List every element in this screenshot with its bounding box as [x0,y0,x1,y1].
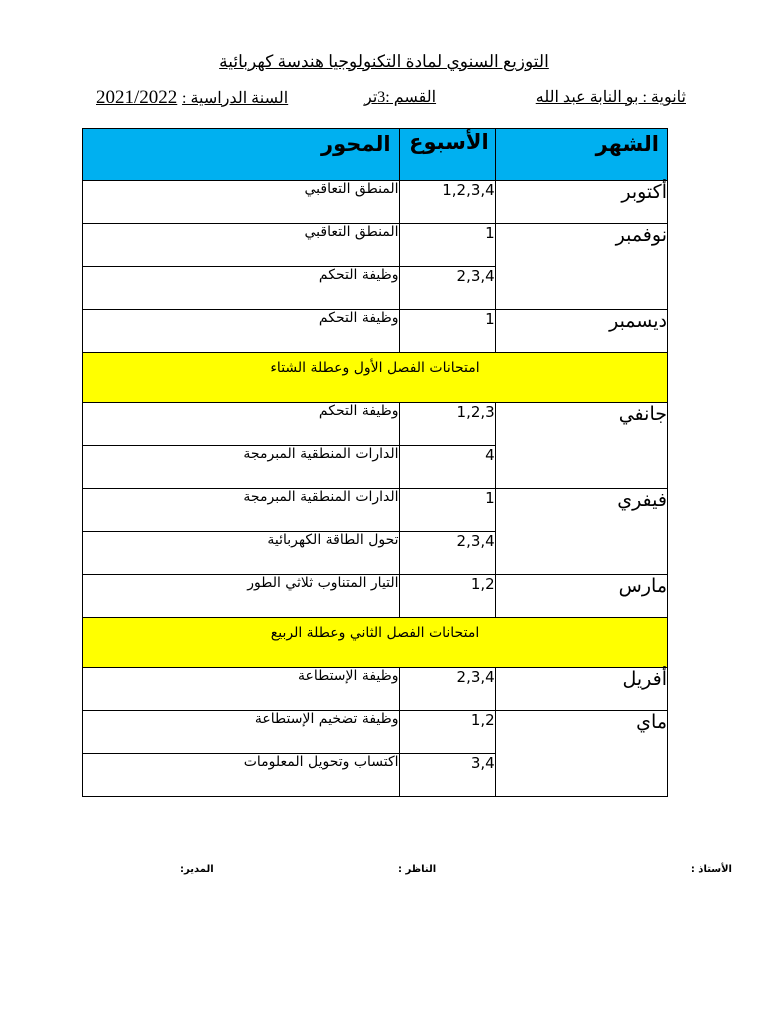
proctor-signature-label: الناظر : [398,864,437,875]
table-row [83,575,668,618]
month-cell: أفريل [495,668,667,711]
table-row [83,489,668,532]
week-cell: 3,4 [399,754,495,797]
week-cell: 2,3,4 [399,267,495,310]
exam-break-row [83,353,668,403]
week-cell: 1,2 [399,575,495,618]
table-row [83,711,668,754]
table-row [83,181,668,224]
topic-cell: المنطق التعاقبي [83,181,400,224]
header-month: الشهر [495,129,667,181]
month-cell: ماي [495,711,667,797]
topic-cell: الدارات المنطقية المبرمجة [83,446,400,489]
topic-cell: وظيفة التحكم [83,267,400,310]
topic-cell: اكتساب وتحويل المعلومات [83,754,400,797]
week-cell: 1,2,3,4 [399,181,495,224]
week-cell: 2,3,4 [399,668,495,711]
annual-plan-table [82,128,668,797]
table-row [83,403,668,446]
topic-cell: الدارات المنطقية المبرمجة [83,489,400,532]
month-cell: ديسمبر [495,310,667,353]
month-cell: أكتوبر [495,181,667,224]
month-cell: جانفي [495,403,667,489]
month-cell: مارس [495,575,667,618]
exam-break-row [83,618,668,668]
week-cell: 1,2 [399,711,495,754]
week-cell: 1 [399,224,495,267]
month-cell: فيفري [495,489,667,575]
topic-cell: التيار المتناوب ثلاثي الطور [83,575,400,618]
table-row [83,224,668,267]
document-title: التوزيع السنوي لمادة التكنولوجيا هندسة كهربائية [219,52,549,71]
topic-cell: وظيفة التحكم [83,310,400,353]
topic-cell: وظيفة الإستطاعة [83,668,400,711]
week-cell: 1,2,3 [399,403,495,446]
table-row [83,310,668,353]
month-cell: نوفمبر [495,224,667,310]
week-cell: 1 [399,310,495,353]
week-cell: 4 [399,446,495,489]
school-year: السنة الدراسية : 2021/2022 [96,87,289,108]
table-row [83,668,668,711]
exam-break-label: امتحانات الفصل الثاني وعطلة الربيع [83,618,668,668]
week-cell: 2,3,4 [399,532,495,575]
topic-cell: تحول الطاقة الكهربائية [83,532,400,575]
class-section: القسم :3تر [364,89,437,106]
topic-cell: وظيفة تضخيم الإستطاعة [83,711,400,754]
topic-cell: المنطق التعاقبي [83,224,400,267]
exam-break-label: امتحانات الفصل الأول وعطلة الشتاء [83,353,668,403]
director-signature-label: المدير: [180,864,214,875]
table-header-row [83,129,668,181]
header-topic: المحور [83,129,400,181]
header-week: الأسبوع [399,129,495,181]
school-name: ثانوية : بو النابة عبد الله [535,89,686,106]
week-cell: 1 [399,489,495,532]
topic-cell: وظيفة التحكم [83,403,400,446]
teacher-signature-label: الأستاذ : [690,864,732,875]
